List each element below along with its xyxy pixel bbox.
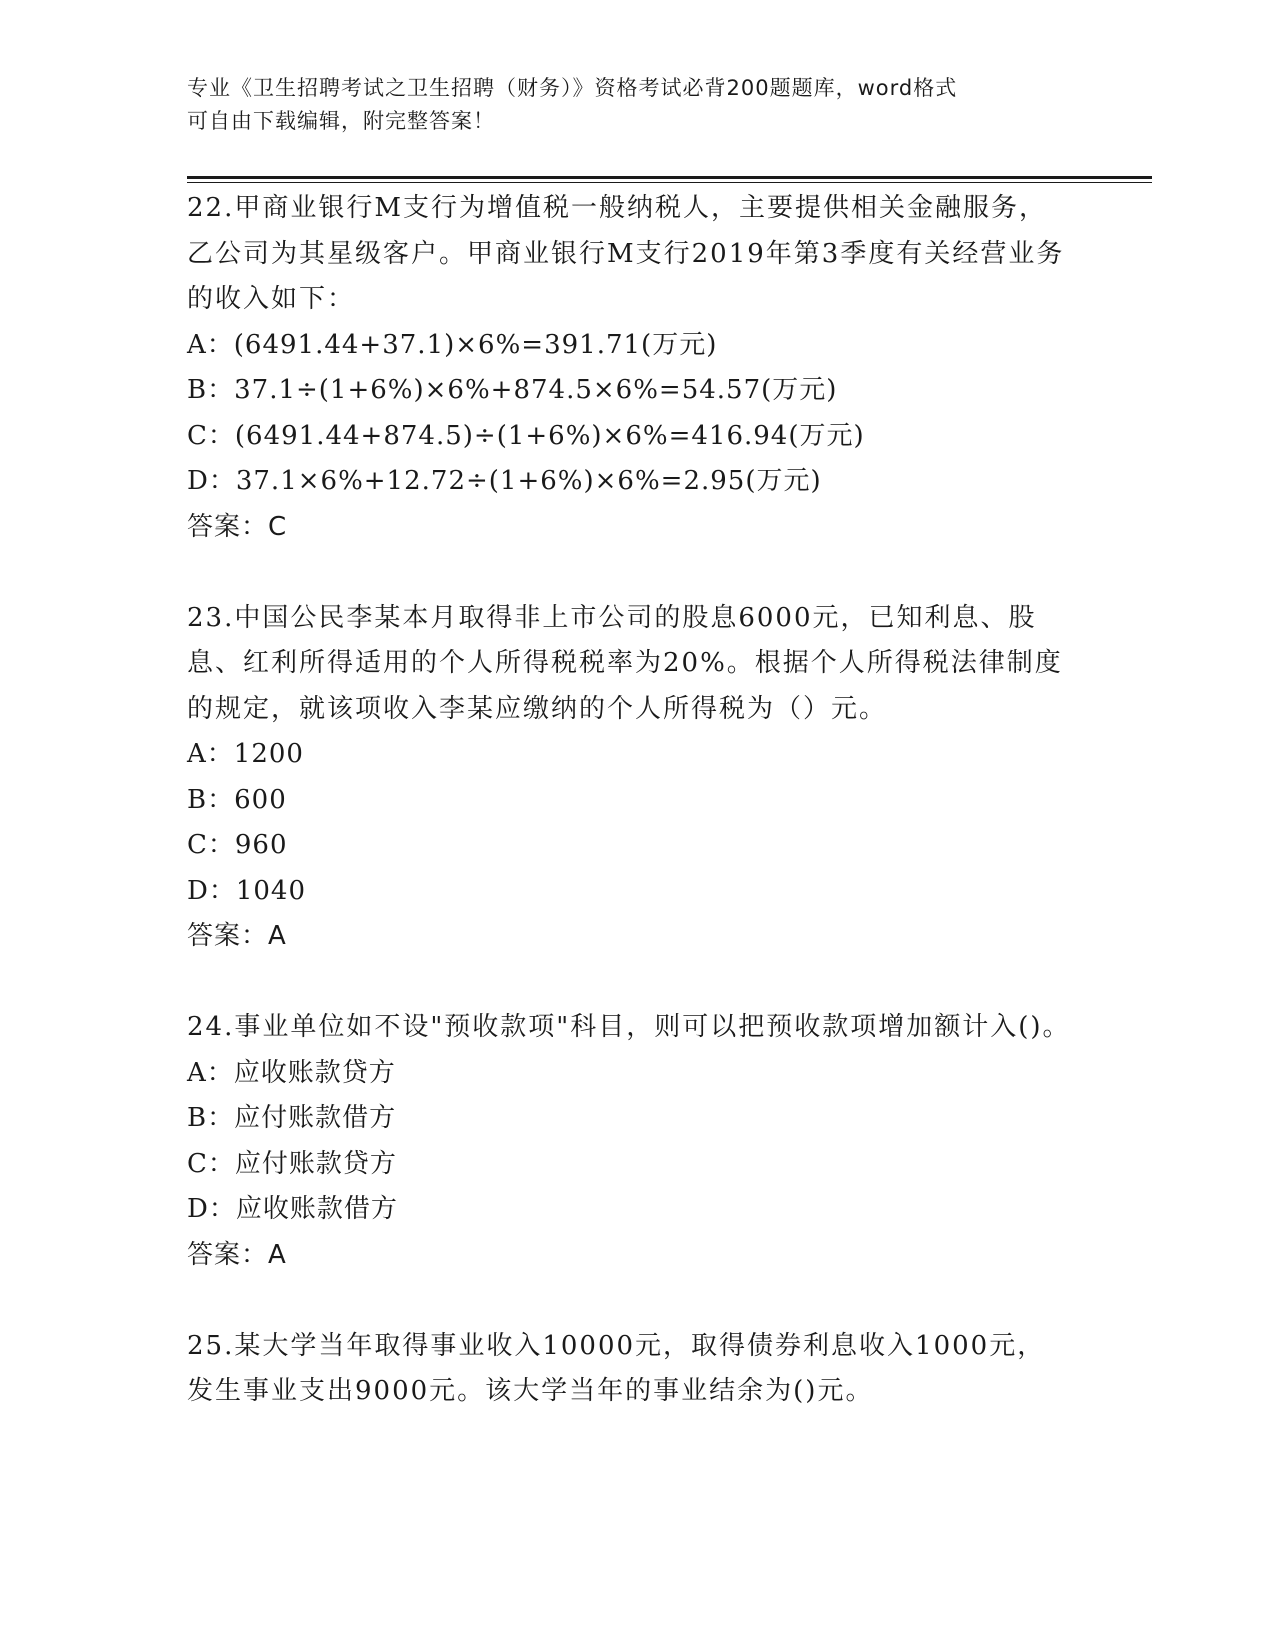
question-24 bbox=[187, 1005, 1087, 1278]
option-a: A：(6491.44+37.1)×6%=391.71(万元) bbox=[187, 329, 718, 360]
option-c: C：应付账款贷方 bbox=[187, 1148, 397, 1179]
spacer bbox=[187, 960, 1087, 1006]
spacer bbox=[187, 550, 1087, 596]
question-stem: 22.甲商业银行M支行为增值税一般纳税人，主要提供相关金融服务，乙公司为其星级客户。甲商业银行M支行2019年第3季度有关经营业务的收入如下： bbox=[187, 193, 1065, 314]
document-header bbox=[187, 72, 1067, 138]
option-b: B：应付账款借方 bbox=[187, 1103, 397, 1133]
question-25 bbox=[187, 1324, 1087, 1415]
option-d: D：应收账款借方 bbox=[187, 1194, 398, 1224]
question-stem: 25.某大学当年取得事业收入10000元，取得债券利息收入1000元，发生事业支出9000元。该大学当年的事业结余为()元。 bbox=[187, 1330, 1046, 1406]
header-divider-thick bbox=[187, 176, 1152, 179]
spacer bbox=[187, 1278, 1087, 1324]
option-d: D：1040 bbox=[187, 875, 307, 906]
question-list bbox=[187, 186, 1087, 1415]
header-line-2: 可自由下载编辑，附完整答案！ bbox=[187, 109, 495, 133]
header-divider-thin bbox=[187, 182, 1152, 183]
question-22 bbox=[187, 186, 1087, 550]
answer-line: 答案：C bbox=[187, 511, 288, 542]
header-line-1: 专业《卫生招聘考试之卫生招聘（财务）》资格考试必背200题题库，word格式 bbox=[187, 76, 958, 100]
question-stem: 24.事业单位如不设"预收款项"科目，则可以把预收款项增加额计入()。 bbox=[187, 1012, 1071, 1042]
option-a: A：应收账款贷方 bbox=[187, 1057, 396, 1088]
option-c: C：(6491.44+874.5)÷(1+6%)×6%=416.94(万元) bbox=[187, 420, 865, 451]
option-c: C：960 bbox=[187, 830, 288, 860]
option-b: B：600 bbox=[187, 784, 287, 815]
question-stem: 23.中国公民李某本月取得非上市公司的股息6000元，已知利息、股息、红利所得适用的个人所得税税率为20%。根据个人所得税法律制度的规定，就该项收入李某应缴纳的个人所得税为（）元。 bbox=[187, 602, 1063, 724]
question-23 bbox=[187, 596, 1087, 960]
answer-line: 答案：A bbox=[187, 921, 287, 951]
option-d: D：37.1×6%+12.72÷(1+6%)×6%=2.95(万元) bbox=[187, 466, 822, 496]
answer-line: 答案：A bbox=[187, 1239, 287, 1270]
option-a: A：1200 bbox=[187, 739, 304, 769]
option-b: B：37.1÷(1+6%)×6%+874.5×6%=54.57(万元) bbox=[187, 375, 838, 405]
